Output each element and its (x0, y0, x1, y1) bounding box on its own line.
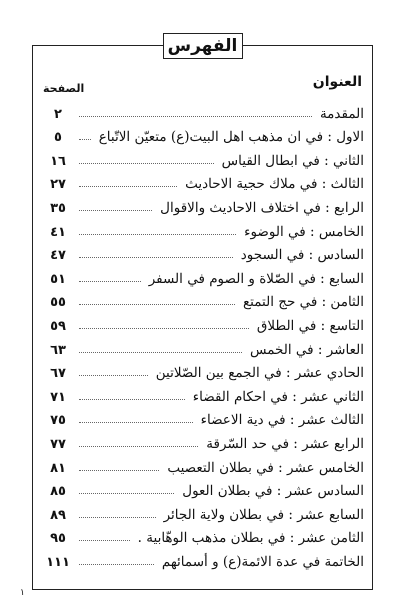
dot-leader (79, 375, 148, 376)
toc-entry-title: الثالث : في ملاك حجية الاحاديث (181, 176, 364, 192)
dot-leader (79, 422, 193, 423)
toc-entry-page: ٨١ (50, 460, 66, 476)
toc-entry-title: الثامن : في حج التمتع (239, 294, 364, 310)
toc-entry[interactable] (33, 287, 372, 311)
dot-leader (79, 304, 235, 305)
toc-entry-title: السابع عشر : في بطلان ولاية الجائر (160, 507, 364, 523)
toc-entry-page: ٧٥ (50, 413, 66, 429)
toc-entry-title: السادس عشر : في بطلان العول (178, 483, 364, 499)
dot-leader (79, 186, 177, 187)
toc-entry[interactable] (33, 452, 372, 476)
toc-entry-title: السابع : في الصّلاة و الصوم في السفر (145, 271, 364, 287)
toc-entry-title: المقدمة (316, 106, 364, 122)
toc-entry[interactable] (33, 405, 372, 429)
toc-entry-title: الخامس عشر : في بطلان التعصيب (163, 460, 364, 476)
toc-entry-page: ٢ (54, 106, 62, 122)
toc-entry-title: الثامن عشر : في بطلان مذهب الوهّابية . (134, 530, 364, 546)
toc-entry[interactable] (33, 216, 372, 240)
dot-leader (79, 281, 141, 282)
toc-entry-page: ٨٩ (50, 507, 66, 523)
toc-list (33, 98, 372, 570)
dot-leader (79, 352, 242, 353)
toc-entry[interactable] (33, 98, 372, 122)
toc-entry[interactable] (33, 523, 372, 547)
toc-entry-page: ٧١ (50, 389, 66, 405)
toc-entry-title: التاسع : في الطلاق (253, 318, 364, 334)
column-title-label: العنوان (312, 74, 362, 90)
toc-entry[interactable] (33, 192, 372, 216)
page-mark: ١ (20, 588, 25, 598)
toc-entry-title: الخاتمة في عدة الائمة(ع) و أسمائهم (158, 554, 364, 570)
toc-entry-page: ٥ (54, 130, 62, 146)
dot-leader (79, 540, 130, 541)
dot-leader (79, 564, 154, 565)
toc-entry-title: الثاني عشر : في احكام القضاء (189, 389, 364, 405)
dot-leader (79, 399, 185, 400)
dot-leader (79, 493, 174, 494)
dot-leader (79, 517, 156, 518)
toc-entry-page: ٢٧ (50, 177, 66, 193)
dot-leader (79, 163, 214, 164)
toc-entry-title: الحادي عشر : في الجمع بين الصّلاتين (152, 365, 364, 381)
toc-frame (32, 36, 373, 590)
toc-entry[interactable] (33, 122, 372, 146)
dot-leader (79, 328, 249, 329)
toc-entry-title: الخامس : في الوضوء (240, 224, 364, 240)
toc-entry-title: الرابع عشر : في حد السّرقة (202, 436, 364, 452)
dot-leader (79, 446, 198, 447)
toc-entry-title: السادس : في السجود (237, 247, 364, 263)
dot-leader (79, 257, 233, 258)
toc-entry-page: ٧٧ (50, 436, 66, 452)
dot-leader (79, 139, 91, 140)
toc-entry[interactable] (33, 145, 372, 169)
dot-leader (79, 116, 312, 117)
toc-title: الفهرس (163, 33, 243, 59)
toc-entry-page: ٥٩ (50, 318, 66, 334)
toc-entry[interactable] (33, 381, 372, 405)
dot-leader (79, 234, 236, 235)
toc-entry[interactable] (33, 476, 372, 500)
toc-entry[interactable] (33, 240, 372, 264)
toc-entry[interactable] (33, 428, 372, 452)
toc-entry-page: ٩٥ (50, 531, 66, 547)
dot-leader (79, 470, 159, 471)
toc-entry[interactable] (33, 546, 372, 570)
column-page-label: الصفحة (43, 82, 85, 95)
toc-entry[interactable] (33, 310, 372, 334)
toc-entry-page: ٦٣ (50, 342, 66, 358)
toc-entry-page: ٤١ (50, 224, 66, 240)
toc-entry-title: الثالث عشر : في دية الاعضاء (197, 412, 364, 428)
toc-entry[interactable] (33, 169, 372, 193)
toc-entry-page: ٣٥ (50, 200, 66, 216)
toc-entry-page: ١٦ (50, 153, 66, 169)
toc-entry-page: ٤٧ (50, 248, 66, 264)
toc-entry-title: العاشر : في الخمس (246, 342, 364, 358)
toc-entry[interactable] (33, 358, 372, 382)
toc-entry[interactable] (33, 499, 372, 523)
toc-entry-page: ١١١ (46, 554, 70, 570)
toc-entry-title: الاول : في ان مذهب اهل البيت(ع) متعيّن الاتّباع (95, 129, 364, 145)
toc-entry-title: الرابع : في اختلاف الاحاديث والاقوال (156, 200, 364, 216)
toc-entry[interactable] (33, 263, 372, 287)
toc-entry-page: ٥١ (50, 271, 66, 287)
toc-entry-page: ٥٥ (50, 295, 66, 311)
toc-entry-title: الثاني : في ابطال القياس (218, 153, 364, 169)
toc-entry[interactable] (33, 334, 372, 358)
dot-leader (79, 210, 152, 211)
toc-entry-page: ٦٧ (50, 366, 66, 382)
toc-entry-page: ٨٥ (50, 484, 66, 500)
